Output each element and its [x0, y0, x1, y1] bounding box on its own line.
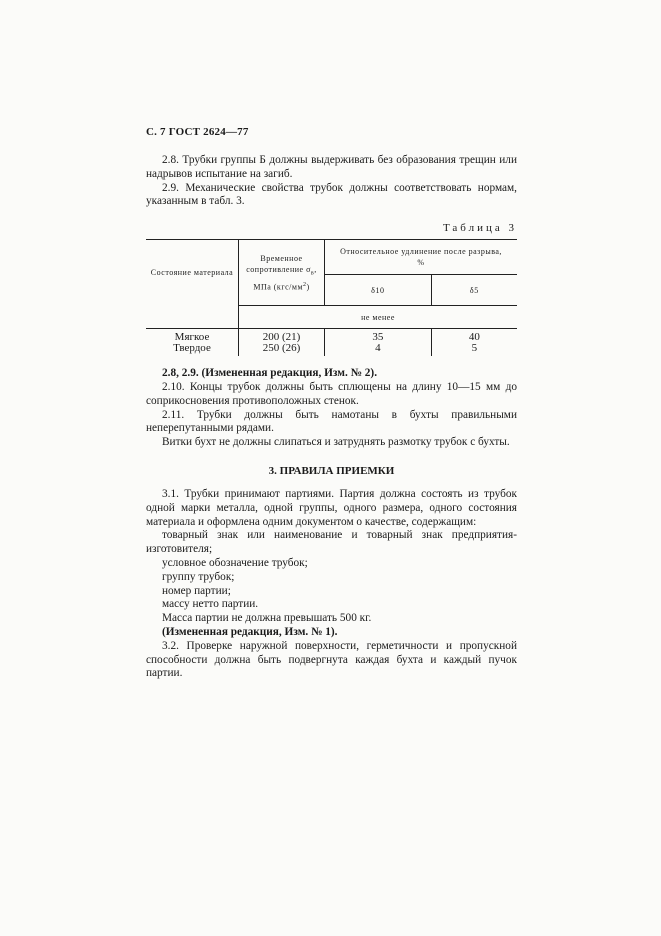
header-strength-c: МПа (кгс/мм — [253, 282, 303, 292]
table-caption: Таблица 3 — [442, 222, 517, 235]
cell-delta5: 5 — [431, 343, 517, 356]
paragraph-mass: Масса партии не должна превышать 500 кг. — [162, 612, 372, 625]
paragraph-3-2: 3.2. Проверке наружной поверхности, герметичности и пропускной способности должна быть подвергнута каждая бухта и каждый пучок партии. — [146, 639, 517, 680]
paragraph-2-11: 2.11. Трубки должны быть намотаны в бухты правильными неперепутанными рядами. — [146, 408, 517, 435]
header-delta5: δ5 — [469, 285, 479, 295]
paragraph-2-10: 2.10. Концы трубок должны быть сплющены на длину 10—15 мм до соприкосновения противоположных стенок. — [146, 380, 517, 407]
list-item: товарный знак или наименование и товарный знак предприятия-изготовителя; — [146, 529, 517, 556]
header-strength-sup: 2 — [303, 281, 307, 288]
edit-note-3-1: (Измененная редакция, Изм. № 1). — [162, 625, 338, 638]
document-page — [146, 126, 517, 681]
paragraph-3-1: 3.1. Трубки принимают партиями. Партия должна состоять из трубок одной марки металла, одной группы, одного размера, одного состояния материала и оформлена одним документом о качестве, содержащим: — [146, 487, 517, 528]
header-strength-sub: в — [310, 270, 315, 277]
table-3 — [146, 239, 517, 356]
header-state: Состояние материала — [146, 240, 239, 306]
header-elongation: Относительное удлинение после разрыва, % — [325, 240, 518, 275]
cell-state: Мягкое — [174, 331, 210, 344]
cell-delta10: 4 — [325, 343, 432, 356]
page-header: С. 7 ГОСТ 2624—77 — [146, 126, 249, 138]
cell-strength: 200 (21) — [239, 329, 325, 344]
list-item: массу нетто партии. — [162, 598, 259, 611]
header-strength-b: , — [314, 265, 317, 275]
table-row — [146, 343, 517, 356]
cell-delta5: 40 — [431, 329, 517, 344]
header-not-less: не менее — [239, 306, 518, 329]
list-item: номер партии; — [162, 584, 231, 597]
section-title: 3. ПРАВИЛА ПРИЕМКИ — [268, 464, 395, 477]
list-item: группу трубок; — [162, 570, 235, 583]
cell-strength: 250 (26) — [239, 343, 325, 356]
table-row — [146, 329, 517, 344]
header-delta10: δ10 — [325, 275, 432, 306]
list-item: условное обозначение трубок; — [162, 556, 308, 569]
paragraph-2-8: 2.8. Трубки группы Б должны выдерживать без образования трещин или надрывов испытание на загиб. — [146, 154, 517, 180]
cell-delta10: 35 — [325, 329, 432, 344]
cell-state: Твердое — [173, 342, 211, 355]
header-strength-d: ) — [306, 282, 310, 292]
header-strength — [239, 240, 325, 306]
paragraph-2-9: 2.9. Механические свойства трубок должны соответствовать нормам, указанным в табл. 3. — [146, 181, 517, 208]
paragraph-coils: Витки бухт не должны слипаться и затруднять размотку трубок с бухты. — [162, 436, 510, 449]
edit-note-2-8-2-9: 2.8, 2.9. (Измененная редакция, Изм. № 2). — [162, 367, 378, 380]
header-strength-a: Временное сопротивление σ — [246, 254, 311, 275]
